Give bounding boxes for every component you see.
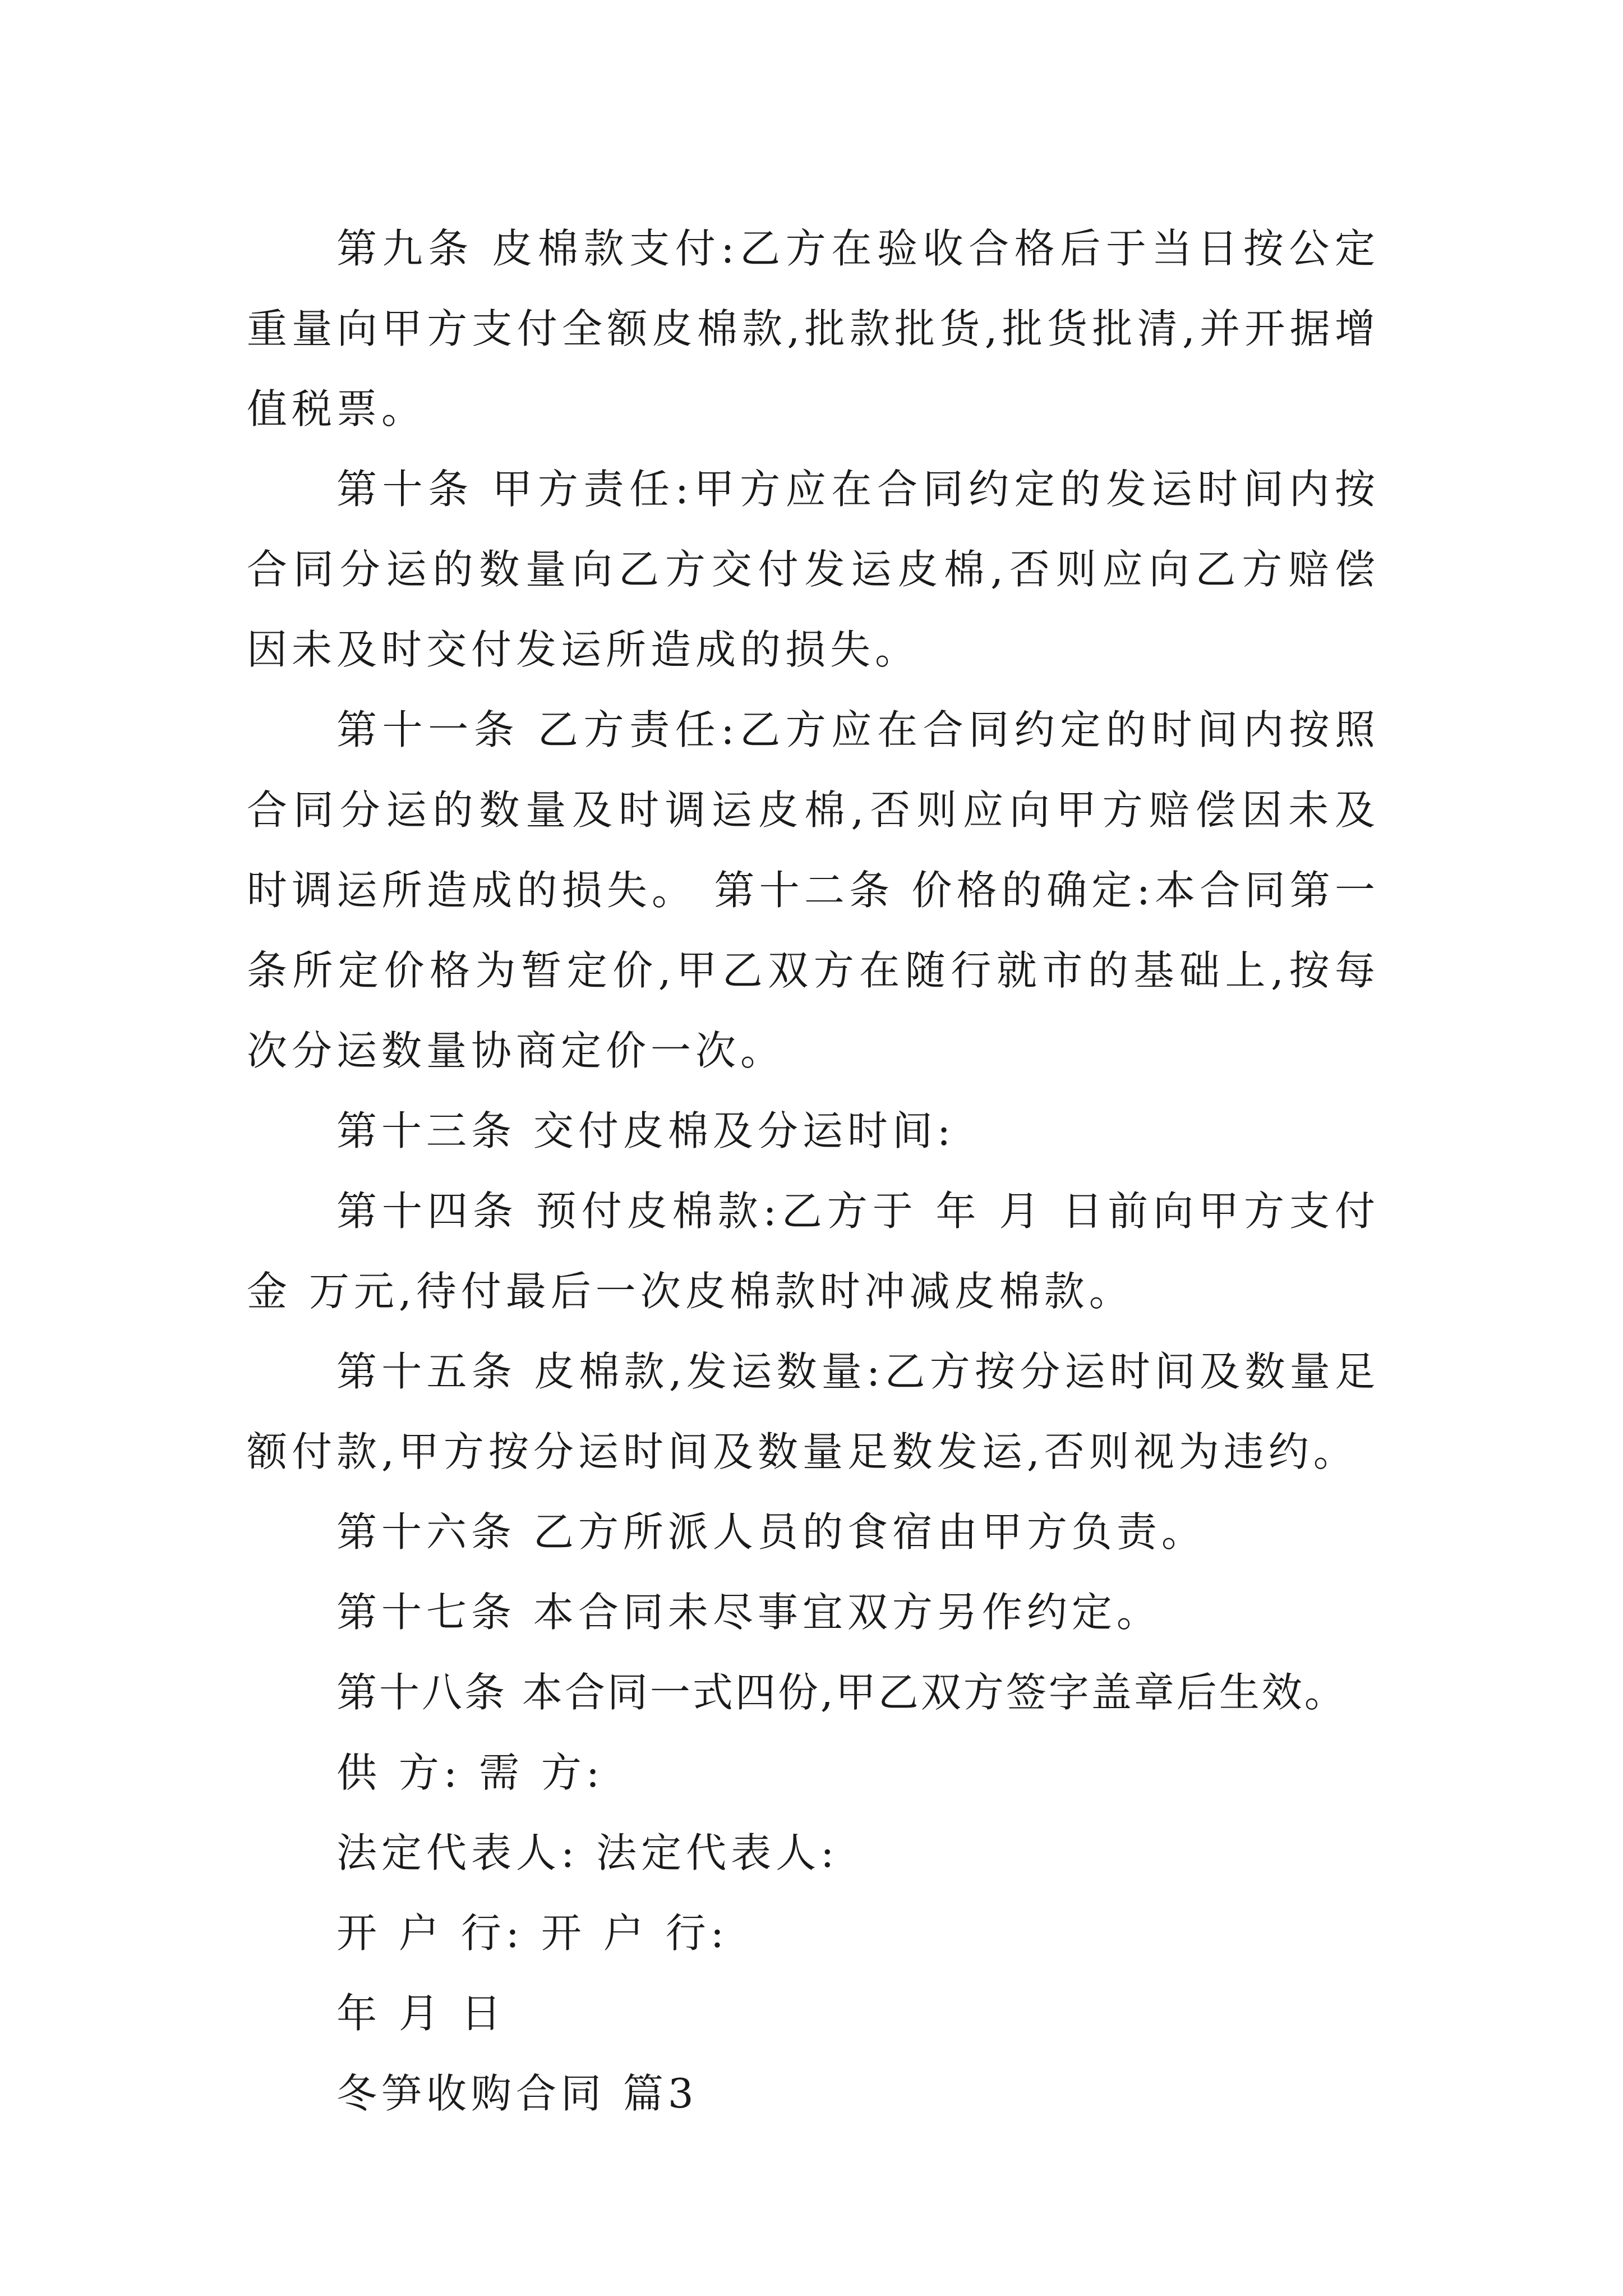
clause-18-effect: 第十八条 本合同一式四份,甲乙双方签字盖章后生效。 (336, 1669, 1347, 1716)
clause-14-prepayment: 第十四条 预付皮棉款:乙方于 年 月 日前向甲方支付金 万元,待付最后一次皮棉款时冲减皮棉款。 (247, 1188, 1380, 1315)
next-section-title: 冬笋收购合同 篇3 (336, 2070, 698, 2117)
clause-11-12-party-b-duty-pricing: 第十一条 乙方责任:乙方应在合同约定的时间内按照合同分运的数量及时调运皮棉,否则应向甲方赔偿因未及时调运所造成的损失。 第十二条 价格的确定:本合同第一条所定价格为暂定价,甲乙双方在随行就市的基础上,按每次分运数量协商定价一次。 (247, 706, 1380, 1074)
signature-representatives: 法定代表人: 法定代表人: (336, 1829, 839, 1876)
signature-parties: 供 方: 需 方: (336, 1749, 605, 1796)
clause-17-other: 第十七条 本合同未尽事宜双方另作约定。 (336, 1589, 1161, 1636)
signature-banks: 开 户 行: 开 户 行: (336, 1910, 728, 1957)
clause-9-payment: 第九条 皮棉款支付:乙方在验收合格后于当日按公定重量向甲方支付全额皮棉款,批款批货,批货批清,并开据增值税票。 (247, 225, 1380, 432)
clause-10-party-a-duty: 第十条 甲方责任:甲方应在合同约定的发运时间内按合同分运的数量向乙方交付发运皮棉,否则应向乙方赔偿因未及时交付发运所造成的损失。 (247, 466, 1380, 673)
clause-13-delivery-time: 第十三条 交付皮棉及分运时间: (336, 1107, 956, 1154)
signature-date: 年 月 日 (336, 1990, 506, 2037)
clause-16-lodging: 第十六条 乙方所派人员的食宿由甲方负责。 (336, 1508, 1206, 1556)
document-body (247, 209, 1380, 2134)
clause-15-quantity: 第十五条 皮棉款,发运数量:乙方按分运时间及数量足额付款,甲方按分运时间及数量足数发运,否则视为违约。 (247, 1348, 1380, 1475)
